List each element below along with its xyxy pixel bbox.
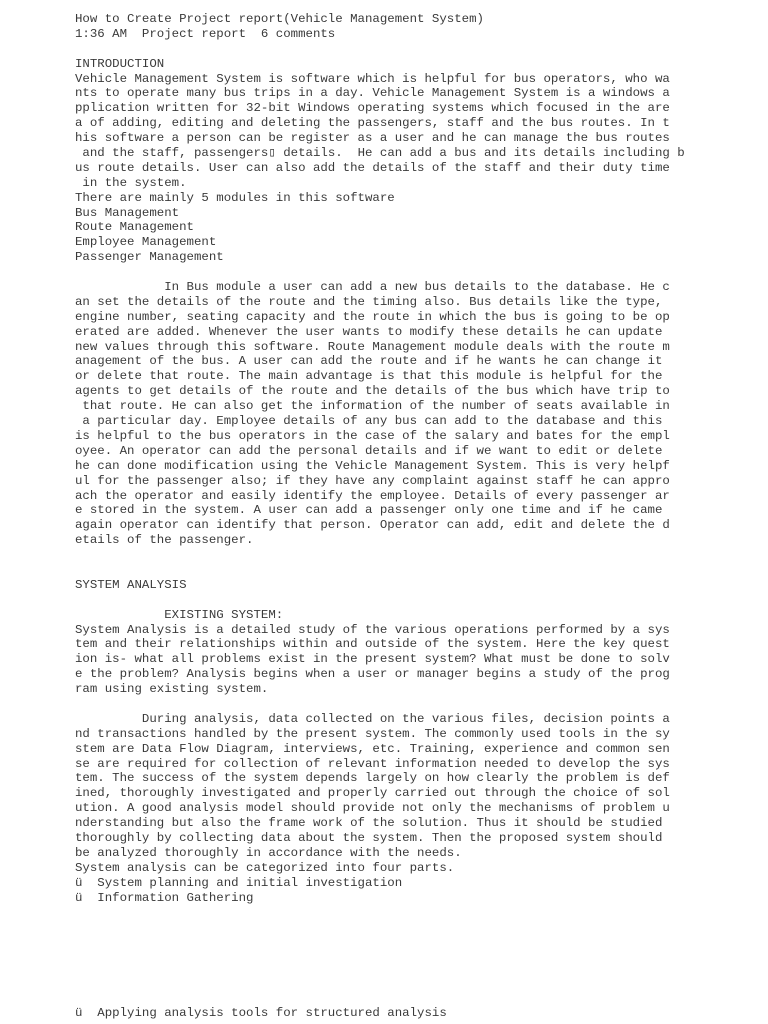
- document-line: nderstanding but also the frame work of the solution. Thus it should be studied: [75, 816, 663, 831]
- document-line: Vehicle Management System is software which is helpful for bus operators, who wa: [75, 71, 670, 86]
- document-line: thoroughly by collecting data about the system. Then the proposed system should: [75, 830, 663, 845]
- document-line: an set the details of the route and the timing also. Bus details like the type,: [75, 294, 663, 309]
- document-line: etails of the passenger.: [75, 533, 254, 548]
- document-line: new values through this software. Route Management module deals with the route m: [75, 339, 670, 354]
- document-line: that route. He can also get the information of the number of seats available in: [75, 399, 670, 414]
- blank-line: [75, 593, 755, 608]
- blank-line: [75, 42, 755, 57]
- document-line: During analysis, data collected on the various files, decision points a: [75, 711, 670, 726]
- document-line-bottom: ü Applying analysis tools for structured analysis: [75, 1006, 447, 1020]
- document-line: se are required for collection of relevant information needed to develop the sys: [75, 756, 670, 771]
- document-line: e the problem? Analysis begins when a user or manager begins a study of the prog: [75, 667, 670, 682]
- document-line: ution. A good analysis model should provide not only the mechanisms of problem u: [75, 801, 670, 816]
- document-line: tem. The success of the system depends largely on how clearly the problem is def: [75, 771, 670, 786]
- document-line: ram using existing system.: [75, 682, 269, 697]
- document-line: ü System planning and initial investigation: [75, 875, 403, 890]
- document-line: ion is- what all problems exist in the present system? What must be done to solv: [75, 652, 670, 667]
- document-line: ined, thoroughly investigated and properly carried out through the choice of sol: [75, 786, 670, 801]
- document-line: There are mainly 5 modules in this software: [75, 190, 395, 205]
- document-line: engine number, seating capacity and the route in which the bus is going to be op: [75, 309, 670, 324]
- document-line: e stored in the system. A user can add a passenger only one time and if he came: [75, 503, 663, 518]
- document-line: his software a person can be register as a user and he can manage the bus routes: [75, 131, 670, 146]
- document-line: System analysis can be categorized into four parts.: [75, 860, 455, 875]
- document-line: tem and their relationships within and outside of the system. Here the key quest: [75, 637, 670, 652]
- document-line: is helpful to the bus operators in the case of the salary and bates for the empl: [75, 428, 670, 443]
- document-line: nd transactions handled by the present system. The commonly used tools in the sy: [75, 726, 670, 741]
- document-line: Bus Management: [75, 205, 180, 220]
- document-line: in the system.: [75, 175, 187, 190]
- document-line: Passenger Management: [75, 250, 224, 265]
- document-line: erated are added. Whenever the user wants to modify these details he can update: [75, 324, 663, 339]
- document-line: ul for the passenger also; if they have any complaint against staff he can appro: [75, 473, 670, 488]
- document-line: oyee. An operator can add the personal details and if we want to edit or delete: [75, 443, 663, 458]
- document-line: be analyzed thoroughly in accordance with the needs.: [75, 845, 462, 860]
- document-line: Employee Management: [75, 235, 217, 250]
- document-line: INTRODUCTION: [75, 56, 165, 71]
- document-line: he can done modification using the Vehicle Management System. This is very helpf: [75, 458, 670, 473]
- document-line: Route Management: [75, 220, 194, 235]
- document-line: a particular day. Employee details of any bus can add to the database and this: [75, 414, 663, 429]
- blank-line: [75, 548, 755, 563]
- document-body: [75, 12, 755, 905]
- document-line: anagement of the bus. A user can add the route and if he wants he can change it: [75, 354, 663, 369]
- document-line: How to Create Project report(Vehicle Management System): [75, 12, 484, 26]
- document-line: In Bus module a user can add a new bus details to the database. He c: [75, 280, 670, 295]
- document-line: System Analysis is a detailed study of the various operations performed by a sys: [75, 622, 670, 637]
- document-line: a of adding, editing and deleting the passengers, staff and the bus routes. In t: [75, 116, 670, 131]
- document-line: or delete that route. The main advantage is that this module is helpful for the: [75, 369, 663, 384]
- document-line: ü Information Gathering: [75, 890, 254, 905]
- document-line: stem are Data Flow Diagram, interviews, etc. Training, experience and common sen: [75, 741, 670, 756]
- document-line: again operator can identify that person. Operator can add, edit and delete the d: [75, 518, 670, 533]
- document-line: EXISTING SYSTEM:: [75, 607, 284, 622]
- document-line: SYSTEM ANALYSIS: [75, 577, 187, 592]
- blank-line: [75, 563, 755, 578]
- document-line: 1:36 AM Project report 6 comments: [75, 26, 336, 41]
- document-line: pplication written for 32-bit Windows operating systems which focused in the are: [75, 101, 670, 116]
- document-line: ach the operator and easily identify the employee. Details of every passenger ar: [75, 488, 670, 503]
- blank-line: [75, 697, 755, 712]
- document-line: and the staff, passengers▯ details. He can add a bus and its details including b: [75, 146, 685, 161]
- document-line: us route details. User can also add the details of the staff and their duty time: [75, 160, 670, 175]
- document-line: nts to operate many bus trips in a day. Vehicle Management System is a windows a: [75, 86, 670, 101]
- document-line: agents to get details of the route and the details of the bus which have trip to: [75, 384, 670, 399]
- blank-line: [75, 265, 755, 280]
